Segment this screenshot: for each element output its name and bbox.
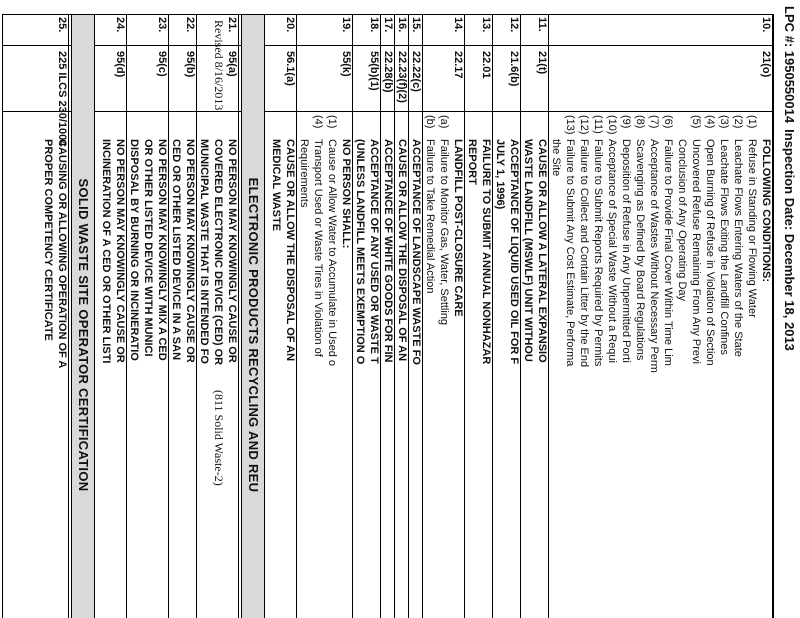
violation-text: Failure to Submit Any Cost Estimate, Performa bbox=[564, 139, 576, 367]
item-number: 23. bbox=[156, 17, 168, 33]
violation-text: OR OTHER LISTED DEVICE WITH MUNICI bbox=[142, 139, 154, 357]
violation-text: LANDFILL POST-CLOSURE CARE bbox=[452, 139, 464, 317]
violation-text: Failure to Submit Reports Required by Permits bbox=[592, 139, 604, 367]
row-divider bbox=[422, 15, 423, 618]
table-row bbox=[436, 15, 450, 618]
violation-text: ACCEPTANCE OF WHITE GOODS FOR FIN bbox=[382, 139, 394, 363]
violation-text: Failure to Take Remedial Action bbox=[424, 139, 436, 294]
item-number: 18. bbox=[368, 17, 380, 33]
row-divider bbox=[408, 15, 409, 618]
table-row bbox=[716, 15, 730, 618]
sub-item-number: (2) bbox=[732, 115, 744, 129]
table-row bbox=[492, 15, 506, 618]
table-row bbox=[534, 15, 548, 618]
violation-text: Leachate Flows Exiting the Landfill Confines bbox=[718, 139, 730, 355]
violation-text: CAUSING OR ALLOWING OPERATION OF A bbox=[56, 139, 68, 369]
section-ref: 21.6(b) bbox=[508, 51, 520, 87]
section-ref: 22.22(c) bbox=[410, 51, 422, 92]
item-number: 15. bbox=[410, 17, 422, 33]
table-row bbox=[730, 15, 744, 618]
sub-item-number: (b) bbox=[424, 115, 436, 129]
violation-text: (UNLESS LANDFILL MEETS EXEMPTION O bbox=[354, 139, 366, 365]
sub-item-number: (5) bbox=[690, 115, 702, 129]
violation-text: JULY 1, 1996) bbox=[494, 139, 506, 210]
violation-text: NO PERSON MAY KNOWINGLY CAUSE OR bbox=[184, 139, 196, 363]
violation-text: Scavenging as Defined by Board Regulations bbox=[634, 139, 646, 361]
violation-text: Failure to Provide Final Cover Within Time Lim bbox=[662, 139, 674, 366]
row-divider bbox=[352, 15, 353, 618]
table-row bbox=[464, 15, 478, 618]
lpc-number: LPC #: 1950550014 bbox=[782, 6, 797, 124]
item-number: 20. bbox=[284, 17, 296, 33]
section-ref: 56.1(a) bbox=[284, 51, 296, 86]
row-divider bbox=[68, 15, 69, 618]
violation-text: FOLLOWING CONDITIONS: bbox=[760, 139, 772, 282]
row-divider bbox=[492, 15, 493, 618]
table-row bbox=[40, 15, 54, 618]
sub-item-number: (6) bbox=[662, 115, 674, 129]
section-ref: 55(b)(1) bbox=[368, 51, 380, 91]
item-number: 11. bbox=[536, 17, 548, 32]
violation-text: Leachate Flows Entering Waters of the State bbox=[732, 139, 744, 357]
table-row bbox=[112, 15, 126, 618]
sub-item-number: (a) bbox=[438, 115, 450, 129]
violation-text: CAUSE OR ALLOW THE DISPOSAL OF AN bbox=[396, 139, 408, 362]
table-row bbox=[562, 15, 576, 618]
table-row bbox=[702, 15, 716, 618]
violation-text: Requirements bbox=[298, 139, 310, 208]
table-row bbox=[154, 15, 168, 618]
sub-item-number: (13) bbox=[564, 115, 576, 135]
inspection-date: Inspection Date: December 18, 2013 bbox=[782, 129, 797, 351]
sub-item-number: (3) bbox=[718, 115, 730, 129]
violation-text: PROPER COMPETENCY CERTIFICATE bbox=[42, 139, 54, 341]
section-ref: 95(c) bbox=[156, 51, 168, 77]
row-divider bbox=[196, 15, 197, 618]
violation-text: NO PERSON MAY KNOWINGLY CAUSE OR bbox=[114, 139, 126, 363]
violation-text: Refuse in Standing or Flowing Water bbox=[746, 139, 758, 318]
sub-item-number: (11) bbox=[592, 115, 604, 134]
violation-text: MUNICIPAL WASTE THAT IS INTENDED FO bbox=[198, 139, 210, 364]
item-number: 12. bbox=[508, 17, 520, 33]
item-number: 25. bbox=[56, 17, 68, 33]
section-ref: 22.28(b) bbox=[382, 51, 394, 93]
table-row bbox=[196, 15, 210, 618]
table-row bbox=[632, 15, 646, 618]
table-row bbox=[408, 15, 422, 618]
violation-text: the Site bbox=[550, 139, 562, 177]
table-row bbox=[98, 15, 112, 618]
form-number: (811 Solid Waste-2) bbox=[212, 390, 226, 486]
violation-text: WASTE LANDFILL (MSWLF) UNIT WITHOU bbox=[522, 139, 534, 362]
table-row bbox=[310, 15, 324, 618]
table-row bbox=[590, 15, 604, 618]
violation-text: ACCEPTANCE OF LIQUID USED OIL FOR F bbox=[508, 139, 520, 365]
table-row bbox=[224, 15, 238, 618]
sub-item-number: (10) bbox=[606, 115, 618, 135]
violation-text: Conclusion of Any Operating Day bbox=[676, 139, 688, 302]
section-ref: 95(b) bbox=[184, 51, 196, 78]
section-ref: 55(k) bbox=[340, 51, 352, 77]
section-ref: 22.23(f)(2) bbox=[396, 51, 408, 103]
item-number: 16. bbox=[396, 17, 408, 33]
sub-item-number: (9) bbox=[620, 115, 632, 129]
section-ref: 95(a) bbox=[226, 51, 238, 77]
item-number: 24. bbox=[114, 17, 126, 33]
row-divider bbox=[296, 15, 297, 618]
violation-text: ACCEPTANCE OF LANDSCAPE WASTE FO bbox=[410, 139, 422, 365]
table-row bbox=[168, 15, 182, 618]
violation-text: COVERED ELECTRONIC DEVICE (CED) OR bbox=[212, 139, 224, 366]
item-number: 10. bbox=[760, 17, 772, 33]
row-divider bbox=[238, 15, 239, 618]
violation-text: NO PERSON MAY KNOWINGLY CAUSE OR bbox=[226, 139, 238, 363]
item-number: 21. bbox=[226, 17, 238, 33]
violation-text: INCINERATION OF A CED OR OTHER LISTI bbox=[100, 139, 112, 364]
table-row bbox=[352, 15, 366, 618]
item-number: 14. bbox=[452, 17, 464, 33]
row-divider bbox=[394, 15, 395, 618]
violation-text: NO PERSON MAY KNOWINGLY MIX A CED bbox=[156, 139, 168, 361]
table-row bbox=[604, 15, 618, 618]
page-header bbox=[782, 6, 797, 351]
table-row bbox=[618, 15, 632, 618]
row-divider bbox=[520, 15, 521, 618]
violation-text: DISPOSAL BY BURNING OR INCINERATIO bbox=[128, 139, 140, 361]
violation-text: REPORT bbox=[466, 139, 478, 185]
table-row bbox=[338, 15, 352, 618]
item-number: 13. bbox=[480, 17, 492, 33]
table-row bbox=[182, 15, 196, 618]
section-heading: SOLID WASTE SITE OPERATOR CERTIFICATION bbox=[76, 178, 91, 492]
sub-item-number: (1) bbox=[746, 115, 758, 129]
violation-text: Acceptance of Special Waste Without a Requi bbox=[606, 139, 618, 363]
section-heading: ELECTRONIC PRODUCTS RECYCLING AND REU bbox=[246, 177, 261, 493]
section-ref: 21(t) bbox=[536, 51, 548, 75]
table-row bbox=[450, 15, 464, 618]
revised-date: Revised 8/16/2013 bbox=[212, 20, 226, 111]
sub-item-number: (1) bbox=[326, 115, 338, 129]
violation-text: CAUSE OR ALLOW A LATERAL EXPANSIO bbox=[536, 139, 548, 363]
table-row bbox=[646, 15, 660, 618]
sub-item-number: (4) bbox=[312, 115, 324, 129]
violation-text: NO PERSON SHALL: bbox=[340, 139, 352, 249]
table-row bbox=[380, 15, 394, 618]
table-row bbox=[478, 15, 492, 618]
row-divider bbox=[168, 15, 169, 618]
sub-item-number: (12) bbox=[578, 115, 590, 135]
violations-table bbox=[2, 14, 774, 618]
sub-item-number: (7) bbox=[648, 115, 660, 129]
row-divider bbox=[772, 15, 773, 618]
section-ref: 22.01 bbox=[480, 51, 492, 79]
violation-text: FAILURE TO SUBMIT ANNUAL NONHAZAR bbox=[480, 139, 492, 365]
violation-text: Transport Used or Waste Tires in Violation of bbox=[312, 139, 324, 357]
table-row bbox=[366, 15, 380, 618]
table-row bbox=[660, 15, 674, 618]
violation-text: ACCEPTANCE OF ANY USED OR WASTE T bbox=[368, 139, 380, 364]
violation-text: Acceptance of Wastes Without Necessary Perm bbox=[648, 139, 660, 373]
table-row bbox=[758, 15, 772, 618]
table-row bbox=[506, 15, 520, 618]
table-row bbox=[548, 15, 562, 618]
table-row bbox=[520, 15, 534, 618]
violation-text: CAUSE OR ALLOW THE DISPOSAL OF AN bbox=[284, 139, 296, 362]
violation-text: Open Burning of Refuse in Violation of Section bbox=[704, 139, 716, 366]
violation-text: Deposition of Refuse in Any Unpermitted Porti bbox=[620, 139, 632, 363]
table-row bbox=[126, 15, 140, 618]
row-divider bbox=[380, 15, 381, 618]
violation-text: Failure to Monitor Gas, Water, Settling bbox=[438, 139, 450, 326]
row-divider bbox=[126, 15, 127, 618]
violation-text: MEDICAL WASTE bbox=[270, 139, 282, 232]
table-row bbox=[576, 15, 590, 618]
sub-item-number: (4) bbox=[704, 115, 716, 129]
table-row bbox=[394, 15, 408, 618]
violation-text: Cause or Allow Water to Accumulate in Used o bbox=[326, 139, 338, 367]
table-row bbox=[422, 15, 436, 618]
table-row bbox=[296, 15, 310, 618]
violation-text: CED OR OTHER LISTED DEVICE IN A SAN bbox=[170, 139, 182, 361]
row-divider bbox=[464, 15, 465, 618]
sub-item-number: (8) bbox=[634, 115, 646, 129]
table-row bbox=[324, 15, 338, 618]
row-divider bbox=[548, 15, 549, 618]
table-row bbox=[674, 15, 688, 618]
item-number: 19. bbox=[340, 17, 352, 33]
section-ref: 95(d) bbox=[114, 51, 126, 78]
section-ref: 21(o) bbox=[760, 51, 772, 78]
table-row bbox=[744, 15, 758, 618]
item-number: 17. bbox=[382, 17, 394, 33]
section-ref: 225 ILCS 230/1004 bbox=[56, 51, 68, 147]
violation-text: Uncovered Refuse Remaining From Any Previ bbox=[690, 139, 702, 364]
item-number: 22. bbox=[184, 17, 196, 33]
section-ref: 22.17 bbox=[452, 51, 464, 79]
table-row bbox=[268, 15, 282, 618]
table-row bbox=[140, 15, 154, 618]
violation-text: Failure to Collect and Contain Litter by the End bbox=[578, 139, 590, 368]
table-row bbox=[688, 15, 702, 618]
table-row bbox=[54, 15, 68, 618]
table-row bbox=[282, 15, 296, 618]
